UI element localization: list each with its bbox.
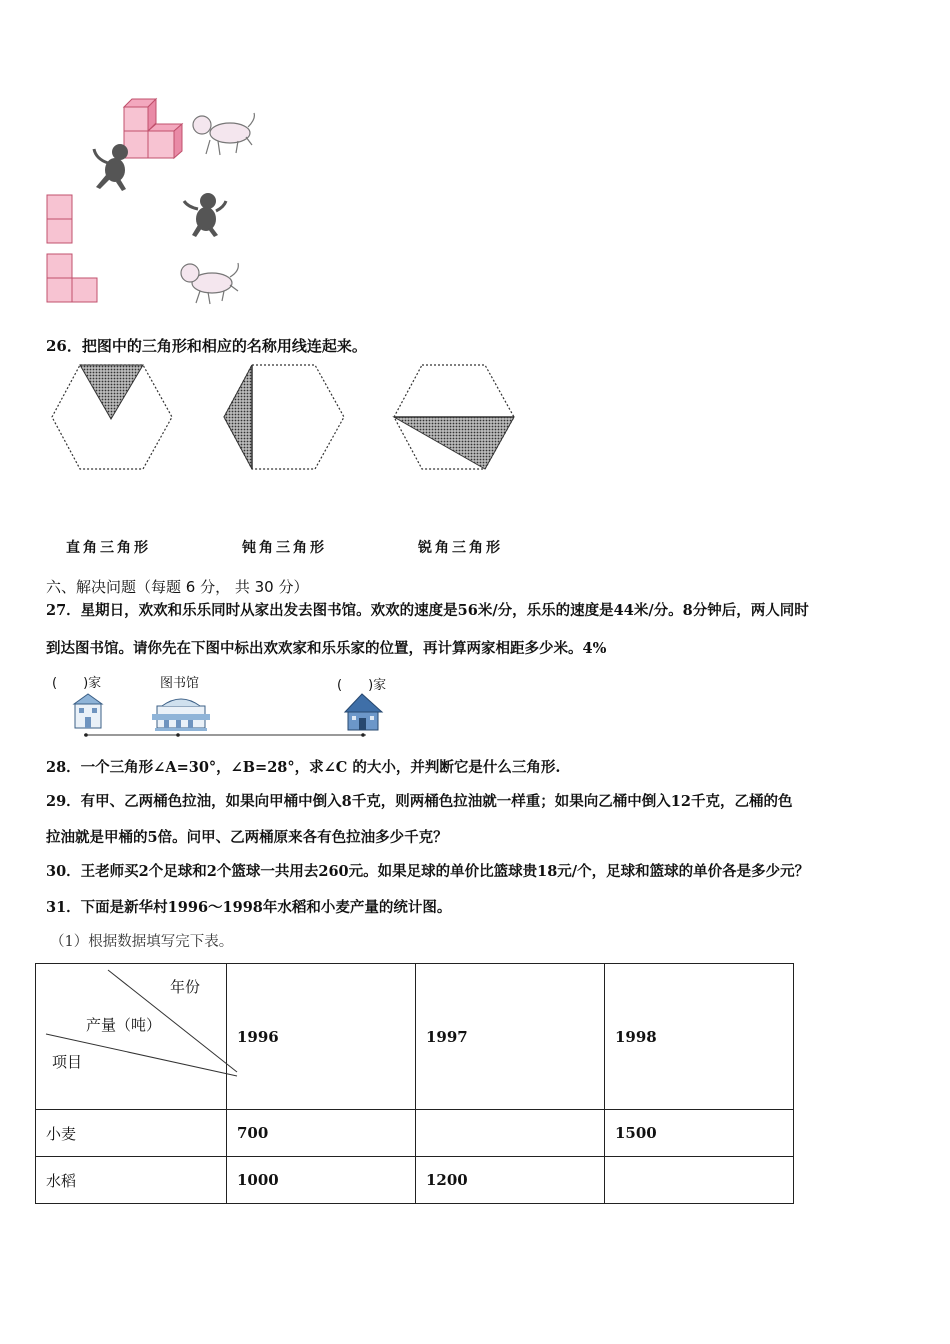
monkey-icon-2 — [184, 193, 226, 237]
cell-rice-1997: 1200 — [416, 1157, 605, 1204]
side-view-squares — [47, 254, 97, 302]
question-29-line2: 拉油就是甲桶的5倍。问甲、乙两桶原来各有色拉油多少千克？ — [46, 829, 448, 846]
header-year-1997: 1997 — [416, 964, 605, 1110]
map-right-home-label: ( )家 — [337, 678, 387, 693]
right-house-icon — [345, 694, 382, 730]
cell-rice-1996: 1000 — [227, 1157, 416, 1204]
dog-icon-2 — [181, 263, 238, 304]
label-right-triangle: 直角三角形 — [66, 540, 151, 556]
hexagon-triangles-figure — [50, 362, 520, 477]
cube-views-figure — [40, 95, 260, 310]
cell-wheat-1997[interactable] — [416, 1110, 605, 1157]
header-year-1996: 1996 — [227, 964, 416, 1110]
question-28: 28．一个三角形∠A=30°，∠B=28°，求∠C 的大小，并判断它是什么三角形. — [46, 759, 561, 776]
question-26: 26．把图中的三角形和相应的名称用线连起来。 — [46, 337, 367, 355]
route-map — [60, 690, 400, 740]
library-icon — [152, 699, 210, 731]
header-item-label: 项目 — [52, 1053, 83, 1071]
header-year-label: 年份 — [170, 978, 201, 996]
question-27-line1: 27．星期日，欢欢和乐乐同时从家出发去图书馆。欢欢的速度是56米/分，乐乐的速度是44米/分。8分钟后，两人同时 — [46, 602, 809, 619]
dog-icon — [193, 113, 254, 155]
row-name-rice: 水稻 — [36, 1157, 227, 1204]
question-27-line2: 到达图书馆。请你先在下图中标出欢欢家和乐乐家的位置，再计算两家相距多少米。4% — [46, 640, 607, 657]
cube-stack — [124, 99, 182, 158]
label-acute-triangle: 锐角三角形 — [418, 540, 503, 556]
table-row — [36, 1157, 794, 1204]
front-view-squares — [47, 195, 72, 243]
table-header-diagonal-cell — [36, 964, 227, 1110]
diagonal-lines — [36, 964, 247, 1110]
hexagon-right-triangle — [52, 365, 172, 469]
hexagon-acute-triangle — [394, 365, 514, 469]
question-31: 31．下面是新华村1996～1998年水稻和小麦产量的统计图。 — [46, 899, 452, 916]
question-29-line1: 29．有甲、乙两桶色拉油，如果向甲桶中倒入8千克，则两桶色拉油就一样重；如果向乙桶中倒入12千克，乙桶的色 — [46, 793, 793, 810]
cell-rice-1998[interactable] — [605, 1157, 794, 1204]
header-year-1998: 1998 — [605, 964, 794, 1110]
label-obtuse-triangle: 钝角三角形 — [242, 540, 327, 556]
question-31-sub1: （1）根据数据填写完下表。 — [50, 934, 234, 950]
map-left-home-label: ( )家 — [52, 676, 102, 691]
cell-wheat-1998: 1500 — [605, 1110, 794, 1157]
production-table — [35, 963, 794, 1204]
cell-wheat-1996: 700 — [227, 1110, 416, 1157]
hexagon-obtuse-triangle — [224, 365, 344, 469]
map-library-label: 图书馆 — [160, 676, 200, 691]
header-output-label: 产量（吨） — [86, 1016, 162, 1034]
table-row — [36, 1110, 794, 1157]
row-name-wheat: 小麦 — [36, 1110, 227, 1157]
monkey-icon — [94, 144, 128, 191]
question-30: 30．王老师买2个足球和2个篮球一共用去260元。如果足球的单价比篮球贵18元/个，足球和篮球的单价各是多少元？ — [46, 863, 810, 880]
left-house-icon — [74, 694, 102, 728]
section-6-title: 六、解决问题（每题 6 分， 共 30 分） — [46, 578, 309, 596]
